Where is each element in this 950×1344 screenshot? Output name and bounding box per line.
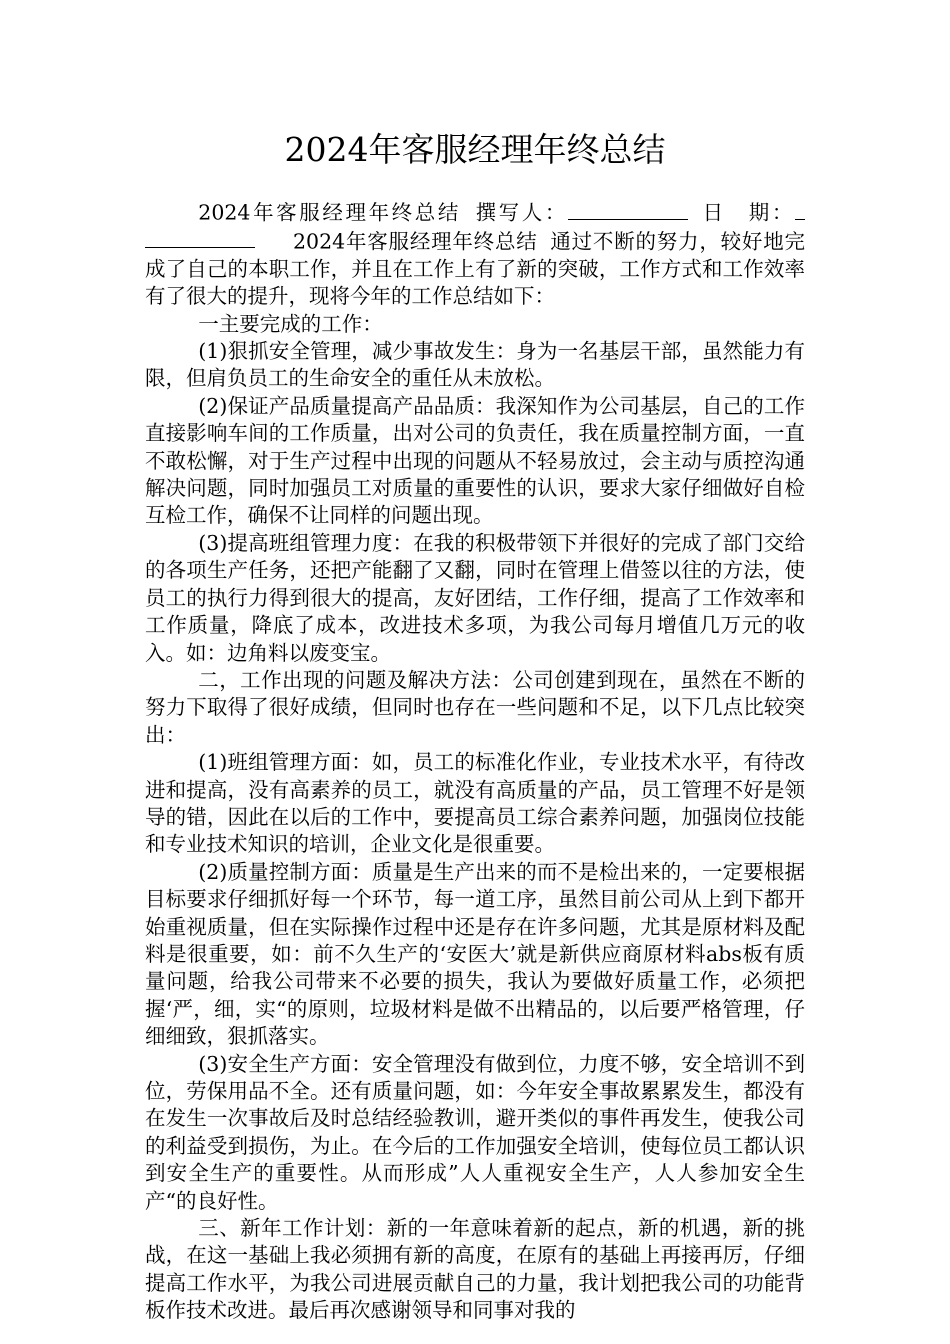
author-blank — [568, 198, 688, 220]
document-page — [145, 0, 805, 1325]
paragraph-1: 一主要完成的工作： — [198, 311, 383, 336]
date-label: 日 期： — [700, 200, 796, 225]
doc-name: 2024年客服经理年终总结 — [198, 200, 461, 225]
paragraph-6: (1)班组管理方面：如，员工的标准化作业，专业技术水平，有待改进和提高，没有高素养的员工，就没有高质量的产品，员工管理不好是领导的错，因此在以后的工作中，要提高员工综合素养问题，加强岗位技能和专业技术知识的培训，企业文化是很重要。 — [145, 750, 805, 857]
intro-text: 通过不断的努力，较好地完成了自己的本职工作，并且在工作上有了新的突破，工作方式和工作效率有了很大的提升，现将今年的工作总结如下： — [145, 229, 805, 309]
paragraph-3: (2)保证产品质量提高产品品质：我深知作为公司基层，自己的工作直接影响车间的工作质量，出对公司的负责任，我在质量控制方面，一直不敢松懈，对于生产过程中出现的问题从不轻易放过，会主动与质控沟通解决问题，同时加强员工对质量的重要性的认识，要求大家仔细做好自检互检工作，确保不让同样的问题出现。 — [145, 393, 805, 528]
paragraph-9: 三、新年工作计划：新的一年意味着新的起点，新的机遇，新的挑战，在这一基础上我必须拥有新的高度，在原有的基础上再接再厉，仔细提高工作水平，为我公司进展贡献自己的力量，我计划把我公司的功能背板作技术改进。最后再次感谢领导和同事对我的 — [145, 1216, 805, 1323]
date-blank-continued — [145, 227, 255, 249]
repeat-doc-name: 2024年客服经理年终总结 — [293, 229, 538, 254]
paragraph-8: (3)安全生产方面：安全管理没有做到位，力度不够，安全培训不到位，劳保用品不全。还有质量问题，如：今年安全事故累累发生，都没有在发生一次事故后及时总结经验教训，避开类似的事件再发生，使我公司的利益受到损伤，为止。在今后的工作加强安全培训，使每位员工都认识到安全生产的重要性。从而形成”人人重视安全生产，人人参加安全生产“的良好性。 — [145, 1051, 805, 1213]
paragraph-4: (3)提高班组管理力度：在我的积极带领下并很好的完成了部门交给的各项生产任务，还把产能翻了又翻，同时在管理上借签以往的方法，使员工的执行力得到很大的提高，友好团结，工作仔细，提高了工作效率和工作质量，降底了成本，改进技术多项，为我公司每月增值几万元的收入。如：边角料以废变宝。 — [145, 530, 805, 665]
paragraph-2: (1)狠抓安全管理，减少事故发生：身为一名基层干部，虽然能力有限，但肩负员工的生命安全的重任从未放松。 — [145, 339, 805, 391]
header-paragraph — [145, 198, 805, 311]
paragraph-7: (2)质量控制方面：质量是生产出来的而不是检出来的，一定要根据目标要求仔细抓好每一个环节，每一道工序，虽然目前公司从上到下都开始重视质量，但在实际操作过程中还是存在许多问题，尤其是原材料及配料是很重要，如：前不久生产的‘安医大’就是新供应商原材料abs板有质量问题，给我公司带来不必要的损失，我认为要做好质量工作，必须把握‘严，细，实“的原则，垃圾材料是做不出精品的，以后要严格管理，仔细细致，狠抓落实。 — [145, 859, 805, 1049]
document-title: 2024年客服经理年终总结 — [284, 130, 666, 169]
paragraph-5: 二，工作出现的问题及解决方法：公司创建到现在，虽然在不断的努力下取得了很好成绩，但同时也存在一些问题和不足，以下几点比较突出： — [145, 667, 805, 747]
author-label: 撰写人： — [472, 200, 568, 225]
date-blank — [795, 198, 805, 220]
document-body — [145, 198, 805, 1325]
